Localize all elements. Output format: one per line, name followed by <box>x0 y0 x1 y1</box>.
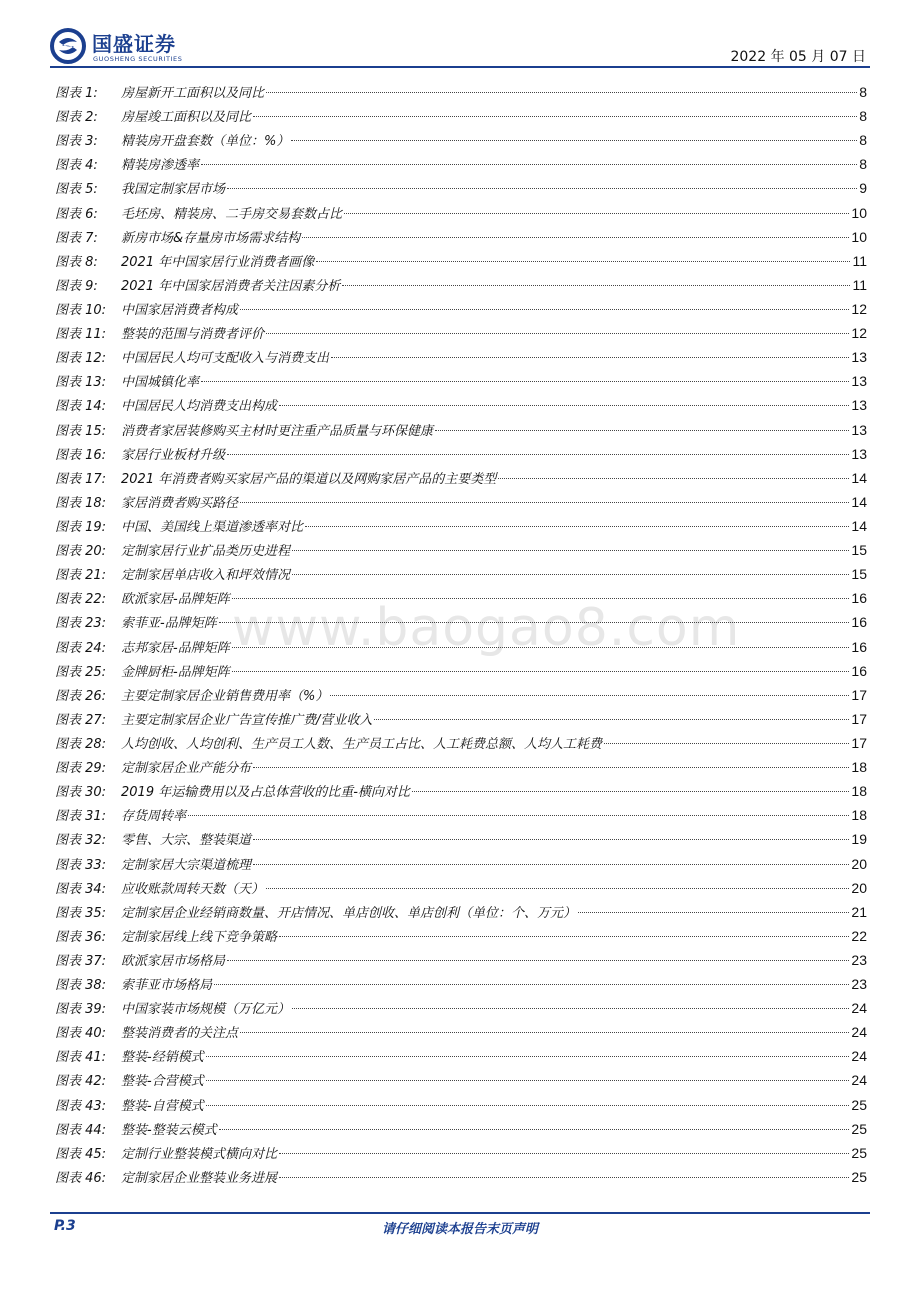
toc-entry[interactable] <box>55 393 867 417</box>
toc-entry-title: 中国城镇化率 <box>121 375 200 391</box>
toc-entry-page: 23 <box>851 951 867 968</box>
toc-entry-page: 8 <box>859 156 867 173</box>
toc-entry[interactable] <box>55 562 867 586</box>
toc-entry-label: 图表 1: <box>55 86 98 101</box>
toc-entry-page: 14 <box>851 469 867 486</box>
dot-leader <box>279 935 849 937</box>
toc-entry-page: 25 <box>851 1120 867 1137</box>
toc-entry[interactable] <box>55 297 867 321</box>
dot-leader <box>316 260 850 262</box>
dot-leader <box>206 1055 850 1057</box>
toc-entry-label: 图表 42: <box>55 1074 107 1090</box>
toc-entry-label: 图表 44: <box>55 1122 107 1138</box>
toc-entry-page: 17 <box>851 686 867 703</box>
toc-entry-page: 18 <box>851 759 867 776</box>
toc-entry-label: 图表 30: <box>55 785 107 801</box>
toc-entry[interactable] <box>55 610 867 634</box>
toc-entry-page: 12 <box>851 300 867 317</box>
toc-entry[interactable] <box>55 1165 867 1189</box>
dot-leader <box>240 308 849 310</box>
dot-leader <box>291 139 857 141</box>
toc-entry[interactable] <box>55 80 867 104</box>
dot-leader <box>219 1128 850 1130</box>
toc-entry[interactable] <box>55 972 867 996</box>
toc-entry-title: 我国定制家居市场 <box>121 182 226 198</box>
toc-entry-label: 图表 13: <box>55 375 107 391</box>
toc-entry-page: 8 <box>859 108 867 125</box>
dot-leader <box>253 766 849 768</box>
toc-entry[interactable] <box>55 659 867 683</box>
toc-entry-title: 2021 年中国家居行业消费者画像 <box>121 254 315 270</box>
dot-leader <box>302 236 849 238</box>
toc-entry-label: 图表 12: <box>55 351 107 367</box>
toc-entry-label: 图表 34: <box>55 881 107 897</box>
toc-entry-page: 24 <box>851 1048 867 1065</box>
toc-entry-page: 11 <box>852 252 867 269</box>
toc-entry[interactable] <box>55 876 867 900</box>
toc-entry[interactable] <box>55 514 867 538</box>
dot-leader <box>227 187 857 189</box>
toc-entry[interactable] <box>55 1093 867 1117</box>
toc-entry-title: 定制家居企业经销商数量、开店情况、单店创收、单店创利（单位：个、万元） <box>121 905 577 921</box>
toc-entry-label: 图表 21: <box>55 568 107 584</box>
toc-entry-title: 中国居民人均消费支出构成 <box>121 399 278 415</box>
toc-entry-title: 2021 年消费者购买家居产品的渠道以及网购家居产品的主要类型 <box>121 471 497 487</box>
toc-entry[interactable] <box>55 586 867 610</box>
toc-entry-label: 图表 40: <box>55 1026 107 1042</box>
toc-entry-title: 新房市场&存量房市场需求结构 <box>121 230 301 246</box>
toc-entry[interactable] <box>55 852 867 876</box>
toc-entry-page: 8 <box>859 84 867 100</box>
toc-entry-label: 图表 39: <box>55 1002 107 1018</box>
dot-leader <box>266 91 857 93</box>
toc-entry-label: 图表 36: <box>55 929 107 945</box>
toc-entry-label: 图表 38: <box>55 978 107 994</box>
toc-entry-page: 8 <box>859 132 867 149</box>
toc-entry-title: 中国、美国线上渠道渗透率对比 <box>121 519 304 535</box>
toc-entry-page: 18 <box>851 807 867 824</box>
toc-entry-title: 房屋新开工面积以及同比 <box>121 86 265 101</box>
toc-entry-page: 16 <box>851 614 867 631</box>
dot-leader <box>219 621 850 623</box>
brand-name-en: GUOSHENG SECURITIES <box>93 55 183 63</box>
toc-entry-title: 中国家装市场规模（万亿元） <box>121 1002 291 1018</box>
toc-entry-label: 图表 5: <box>55 182 98 198</box>
toc-entry-label: 图表 35: <box>55 905 107 921</box>
toc-entry-title: 整装的范围与消费者评价 <box>121 327 265 343</box>
toc-entry-title: 家居行业板材升级 <box>121 447 226 463</box>
toc-entry-title: 零售、大宗、整装渠道 <box>121 833 252 849</box>
dot-leader <box>344 212 849 214</box>
toc-entry[interactable] <box>55 249 867 273</box>
toc-entry[interactable] <box>55 1117 867 1141</box>
toc-entry-page: 17 <box>851 710 867 727</box>
toc-entry-page: 13 <box>851 349 867 366</box>
toc-entry[interactable] <box>55 466 867 490</box>
dot-leader <box>305 525 849 527</box>
toc-entry[interactable] <box>55 176 867 200</box>
toc-entry-title: 毛坯房、精装房、二手房交易套数占比 <box>121 206 343 222</box>
toc-entry-label: 图表 32: <box>55 833 107 849</box>
toc-entry-title: 金牌厨柜-品牌矩阵 <box>121 664 230 680</box>
toc-entry[interactable] <box>55 418 867 442</box>
toc-entry-page: 25 <box>851 1144 867 1161</box>
toc-entry-title: 主要定制家居企业广告宣传推广费/营业收入 <box>121 712 373 728</box>
toc-entry[interactable] <box>55 1141 867 1165</box>
toc-entry-label: 图表 27: <box>55 712 107 728</box>
dot-leader <box>240 501 849 503</box>
toc-entry-title: 定制家居线上线下竞争策略 <box>121 929 278 945</box>
toc-entry-page: 15 <box>851 566 867 583</box>
toc-entry-page: 13 <box>851 445 867 462</box>
dot-leader <box>227 453 849 455</box>
toc-entry-page: 10 <box>851 228 867 245</box>
dot-leader <box>201 380 849 382</box>
toc-entry-title: 整装-合营模式 <box>121 1074 204 1090</box>
dot-leader <box>253 838 849 840</box>
brand-logo <box>50 28 240 70</box>
toc-entry-label: 图表 11: <box>55 327 107 343</box>
toc-entry-page: 21 <box>851 903 867 920</box>
dot-leader <box>266 887 849 889</box>
toc-entry-title: 精装房开盘套数（单位：%） <box>121 134 290 150</box>
toc-entry-page: 16 <box>851 662 867 679</box>
toc-entry-label: 图表 9: <box>55 278 98 294</box>
toc-entry[interactable] <box>55 1020 867 1044</box>
toc-entry-title: 定制家居大宗渠道梳理 <box>121 857 252 873</box>
toc-entry-label: 图表 17: <box>55 471 107 487</box>
toc-entry-title: 欧派家居市场格局 <box>121 953 226 969</box>
toc-entry-page: 13 <box>851 421 867 438</box>
toc-entry[interactable] <box>55 369 867 393</box>
toc-entry-title: 定制行业整装模式横向对比 <box>121 1146 278 1162</box>
toc-entry-page: 20 <box>851 879 867 896</box>
dot-leader <box>253 863 849 865</box>
toc-entry[interactable] <box>55 321 867 345</box>
dot-leader <box>240 1031 849 1033</box>
toc-entry[interactable] <box>55 803 867 827</box>
page-header <box>0 0 920 80</box>
dot-leader <box>279 1152 849 1154</box>
toc-entry-label: 图表 19: <box>55 519 107 535</box>
toc-entry-page: 16 <box>851 590 867 607</box>
toc-entry-title: 欧派家居-品牌矩阵 <box>121 592 230 608</box>
toc-entry[interactable] <box>55 827 867 851</box>
dot-leader <box>330 694 849 696</box>
toc-entry-label: 图表 29: <box>55 761 107 777</box>
dot-leader <box>342 284 850 286</box>
footer-divider <box>50 1212 870 1214</box>
dot-leader <box>232 646 850 648</box>
dot-leader <box>201 163 857 165</box>
toc-entry-label: 图表 22: <box>55 592 107 608</box>
toc-entry-label: 图表 14: <box>55 399 107 415</box>
toc-entry-label: 图表 28: <box>55 736 107 752</box>
dot-leader <box>253 115 857 117</box>
toc-entry-title: 消费者家居装修购买主材时更注重产品质量与环保健康 <box>121 423 434 439</box>
dot-leader <box>331 356 849 358</box>
toc-entry-page: 22 <box>851 927 867 944</box>
header-divider <box>50 66 870 68</box>
toc-entry[interactable] <box>55 683 867 707</box>
toc-entry-label: 图表 43: <box>55 1098 107 1114</box>
disclaimer-note: 请仔细阅读本报告末页声明 <box>381 1222 538 1237</box>
toc-entry-title: 定制家居企业产能分布 <box>121 761 252 777</box>
toc-entry-label: 图表 26: <box>55 688 107 704</box>
toc-entry-label: 图表 37: <box>55 953 107 969</box>
toc-entry-title: 定制家居单店收入和坪效情况 <box>121 568 291 584</box>
toc-entry-page: 13 <box>851 373 867 390</box>
toc-entry-label: 图表 23: <box>55 616 107 632</box>
dot-leader <box>188 814 849 816</box>
toc-entry-title: 人均创收、人均创利、生产员工人数、生产员工占比、人工耗费总额、人均人工耗费 <box>121 736 603 752</box>
toc-entry-page: 24 <box>851 1000 867 1017</box>
dot-leader <box>266 332 849 334</box>
dot-leader <box>232 670 850 672</box>
toc-entry-title: 整装-经销模式 <box>121 1050 204 1066</box>
page-number: P.3 <box>54 1218 76 1234</box>
toc-entry-label: 图表 6: <box>55 206 98 222</box>
dot-leader <box>206 1079 850 1081</box>
toc-entry-label: 图表 3: <box>55 134 98 150</box>
toc-entry-label: 图表 2: <box>55 110 98 126</box>
toc-entry[interactable] <box>55 490 867 514</box>
toc-entry-label: 图表 45: <box>55 1146 107 1162</box>
toc-entry-label: 图表 46: <box>55 1170 107 1186</box>
watermark: www.baogao8.com <box>232 598 741 658</box>
toc-entry-title: 2021 年中国家居消费者关注因素分析 <box>121 278 341 294</box>
dot-leader <box>227 959 849 961</box>
toc-entry-page: 16 <box>851 638 867 655</box>
report-date: 2022 年 05 月 07 日 <box>730 49 866 65</box>
toc-entry[interactable] <box>55 1068 867 1092</box>
toc-entry-label: 图表 20: <box>55 544 107 560</box>
toc-entry[interactable] <box>55 225 867 249</box>
toc-entry-label: 图表 33: <box>55 857 107 873</box>
toc-entry[interactable] <box>55 152 867 176</box>
toc-entry-label: 图表 7: <box>55 230 98 246</box>
dot-leader <box>292 1007 849 1009</box>
toc-entry-page: 25 <box>851 1096 867 1113</box>
dot-leader <box>292 549 849 551</box>
figure-list <box>55 80 867 1189</box>
toc-entry-label: 图表 31: <box>55 809 107 825</box>
toc-entry-title: 索菲亚市场格局 <box>121 978 213 994</box>
toc-entry[interactable] <box>55 924 867 948</box>
toc-entry-page: 24 <box>851 1072 867 1089</box>
toc-entry-title: 志邦家居-品牌矩阵 <box>121 640 230 656</box>
toc-entry-title: 整装-自营模式 <box>121 1098 204 1114</box>
toc-entry-title: 房屋竣工面积以及同比 <box>121 110 252 126</box>
dot-leader <box>214 983 849 985</box>
toc-entry-title: 精装房渗透率 <box>121 158 200 174</box>
toc-entry-title: 2019 年运输费用以及占总体营收的比重-横向对比 <box>121 785 410 801</box>
toc-entry[interactable] <box>55 779 867 803</box>
toc-entry-page: 23 <box>851 976 867 993</box>
toc-entry-title: 家居消费者购买路径 <box>121 495 239 511</box>
toc-entry-page: 14 <box>851 493 867 510</box>
dot-leader <box>374 718 849 720</box>
dot-leader <box>232 597 850 599</box>
toc-entry[interactable] <box>55 201 867 225</box>
toc-entry-label: 图表 10: <box>55 302 107 318</box>
toc-entry-page: 9 <box>859 180 867 197</box>
toc-entry-label: 图表 24: <box>55 640 107 656</box>
toc-entry-label: 图表 4: <box>55 158 98 174</box>
toc-entry-title: 应收账款周转天数（天） <box>121 881 265 897</box>
toc-entry-page: 20 <box>851 855 867 872</box>
toc-entry-page: 12 <box>851 325 867 342</box>
toc-entry-page: 10 <box>851 204 867 221</box>
toc-entry-label: 图表 25: <box>55 664 107 680</box>
dot-leader <box>206 1104 850 1106</box>
toc-entry-page: 17 <box>851 734 867 751</box>
toc-entry-page: 25 <box>851 1168 867 1185</box>
toc-entry-title: 定制家居企业整装业务进展 <box>121 1170 278 1186</box>
toc-entry-title: 索菲亚-品牌矩阵 <box>121 616 217 632</box>
toc-entry[interactable] <box>55 273 867 297</box>
toc-entry[interactable] <box>55 707 867 731</box>
toc-entry-page: 11 <box>852 276 867 293</box>
guosheng-logo-icon <box>50 28 86 64</box>
toc-entry-page: 24 <box>851 1024 867 1041</box>
toc-entry[interactable] <box>55 731 867 755</box>
dot-leader <box>279 404 849 406</box>
toc-entry-label: 图表 16: <box>55 447 107 463</box>
toc-entry-title: 整装-整装云模式 <box>121 1122 217 1138</box>
toc-entry[interactable] <box>55 128 867 152</box>
toc-entry-page: 14 <box>851 517 867 534</box>
dot-leader <box>412 790 850 792</box>
toc-entry-title: 中国居民人均可支配收入与消费支出 <box>121 351 330 367</box>
toc-entry[interactable] <box>55 345 867 369</box>
dot-leader <box>279 1176 849 1178</box>
toc-entry-label: 图表 41: <box>55 1050 107 1066</box>
dot-leader <box>578 911 849 913</box>
dot-leader <box>435 429 849 431</box>
toc-entry-page: 19 <box>851 831 867 848</box>
toc-entry[interactable] <box>55 755 867 779</box>
toc-entry-title: 定制家居行业扩品类历史进程 <box>121 544 291 560</box>
toc-entry[interactable] <box>55 538 867 562</box>
toc-entry-title: 存货周转率 <box>121 809 187 825</box>
dot-leader <box>498 477 849 479</box>
toc-entry-page: 13 <box>851 397 867 414</box>
toc-entry-page: 15 <box>851 542 867 559</box>
toc-entry-label: 图表 15: <box>55 423 107 439</box>
toc-entry[interactable] <box>55 442 867 466</box>
toc-entry-title: 主要定制家居企业销售费用率（%） <box>121 688 329 704</box>
toc-entry[interactable] <box>55 635 867 659</box>
toc-entry-label: 图表 8: <box>55 254 98 270</box>
dot-leader <box>604 742 849 744</box>
toc-entry[interactable] <box>55 900 867 924</box>
toc-entry[interactable] <box>55 1044 867 1068</box>
toc-entry-page: 18 <box>851 783 867 800</box>
toc-entry-title: 整装消费者的关注点 <box>121 1026 239 1042</box>
dot-leader <box>292 573 849 575</box>
toc-entry[interactable] <box>55 104 867 128</box>
toc-entry-title: 中国家居消费者构成 <box>121 302 239 318</box>
toc-entry-label: 图表 18: <box>55 495 107 511</box>
brand-name-cn: 国盛证券 <box>92 32 176 56</box>
toc-entry[interactable] <box>55 948 867 972</box>
toc-entry[interactable] <box>55 996 867 1020</box>
